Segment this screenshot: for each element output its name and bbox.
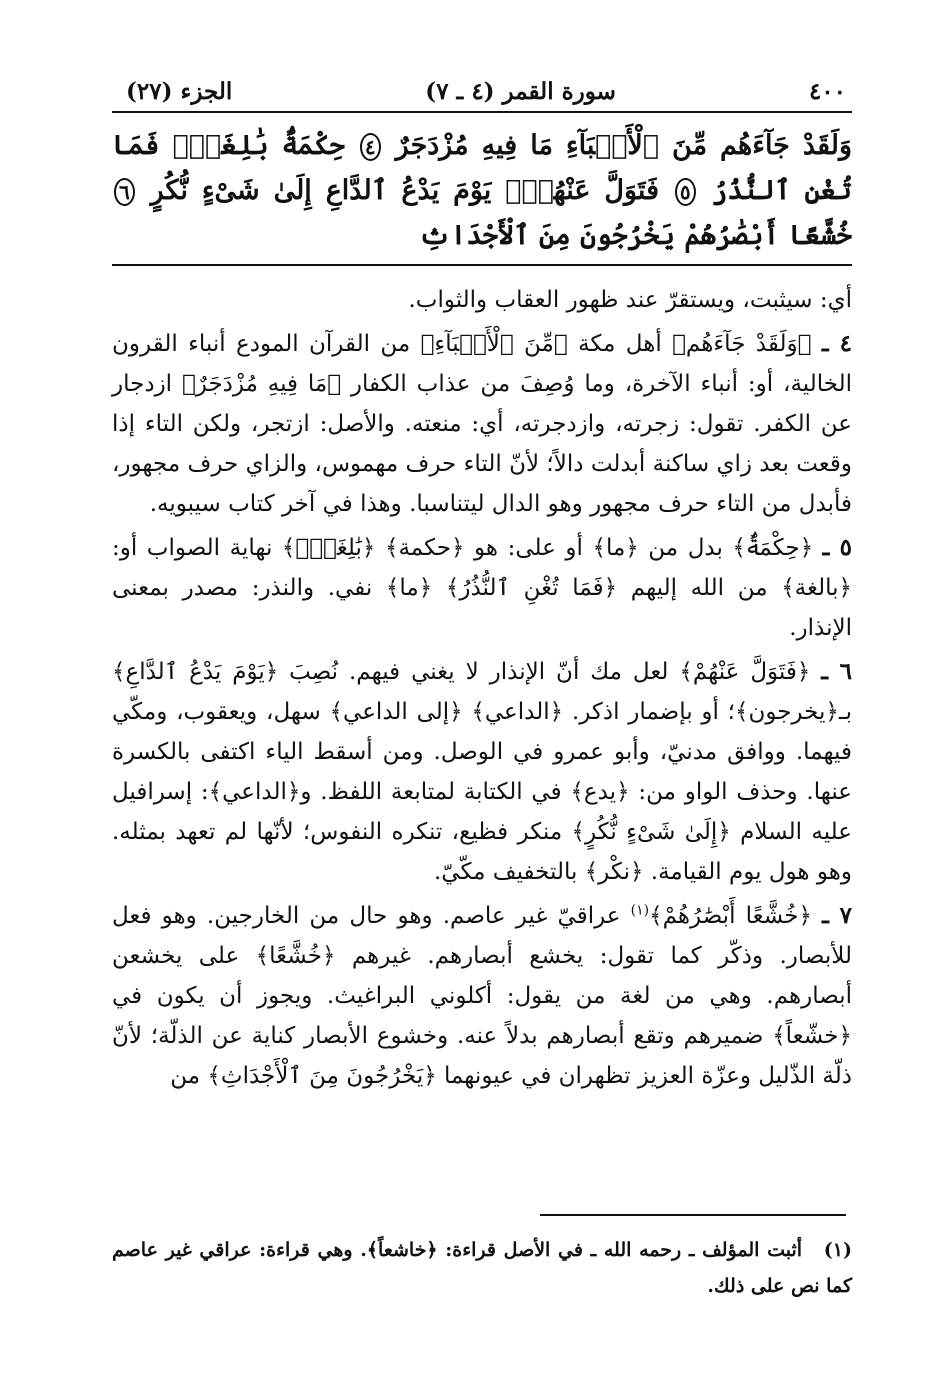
page-header <box>112 78 852 113</box>
quran-verses <box>112 113 852 266</box>
footnotes <box>112 1232 852 1304</box>
footnote-number: (١) <box>823 1239 852 1261</box>
footnote-text: أثبت المؤلف ـ رحمه الله ـ في الأصل قراءة: ﴿خاشعاً﴾. وهي قراءة: عراقي غير عاصم كما نص على ذلك. <box>112 1239 852 1297</box>
paragraph-text: عراقيّ غير عاصم. وهو حال من الخارجين. وهو فعل للأبصار. وذكّر كما تقول: يخشع أبصارهم. غيرهم ﴿خُشَّعًا﴾ على يخشعن أبصارهم. وهي من لغة من يقول: أكلوني البراغيث. ويجوز أن يكون في ﴿خشّعاً﴾ ضميرهم وتقع أبصارهم بدلاً عنه. وخشوع الأبصار كناية عن الذلّة؛ لأنّ ذلّة الذّليل وعزّة العزيز تظهران في عيونهما ﴿يَخْرُجُونَ مِنَ ٱلْأَجْدَاثِ﴾ من <box>112 903 852 1089</box>
verse-text: فَتَوَلَّ عَنْهُمْۘ يَوْمَ يَدْعُ ٱلدَّاعِ إِلَىٰ شَىْءٍ نُّكُرٍ <box>150 175 659 206</box>
verse-text: وَلَقَدْ جَآءَهُم مِّنَ ٱلْأَنۢبَآءِ مَا فِيهِ مُزْدَجَرٌ <box>395 130 852 161</box>
paragraph-text: ﴿وَلَقَدْ جَآءَهُم﴾ أهل مكة ﴿مِّنَ ٱلْأَنۢبَآءِ﴾ من القرآن المودع أنباء القرون الخالية، أو: أنباء الآخرة، وما وُصِفَ من عذاب الكفار ﴿مَا فِيهِ مُزْدَجَرٌ﴾ ازدجار عن الكفر. تقول: زجرته، وازدجرته، أي: منعته. والأصل: ازتجر، ولكن التاء إذا وقعت بعد زاي ساكنة أبدلت دالاً؛ لأنّ التاء حرف مهموس، والزاي حرف مجهور، فأبدل من التاء حرف مجهور وهو الدال ليتناسبا. وهذا في آخر كتاب سيبويه. <box>112 331 852 517</box>
footnote <box>112 1232 852 1304</box>
paragraph-lead: ﴿خُشَّعًا أَبْصَٰرُهُمْ﴾ <box>649 903 812 929</box>
juz-label: الجزء (٢٧) <box>126 78 233 105</box>
surah-title: سورة القمر (٤ ـ ٧) <box>425 78 616 105</box>
page-number: ٤٠٠ <box>808 78 846 105</box>
footnote-divider <box>540 1214 846 1216</box>
verse-number-marker: ٤ <box>360 133 381 161</box>
footnote-reference[interactable]: (١) <box>630 902 650 919</box>
paragraph-text: ﴿حِكْمَةٌۢ﴾ بدل من ﴿ما﴾ أو على: هو ﴿حكمة﴾ ﴿بَٰلِغَةٌۖ﴾ نهاية الصواب أو: ﴿بالغة﴾ من الله إليهم ﴿فَمَا تُغْنِ ٱلنُّذُرُ﴾ ﴿ما﴾ نفي. والنذر: مصدر بمعنى الإنذار. <box>112 535 852 641</box>
commentary-intro: أي: سيثبت، ويستقرّ عند ظهور العقاب والثواب. <box>408 287 852 313</box>
paragraph-number: ٥ ـ <box>822 534 853 561</box>
verse-number-marker: ٦ <box>114 178 135 206</box>
verse-text: خُشَّعًا أَبْصَٰرُهُمْ يَخْرُجُونَ مِنَ ٱلْأَجْدَاثِ <box>418 220 852 251</box>
paragraph-text: ﴿فَتَوَلَّ عَنْهُمْ﴾ لعل مك أنّ الإنذار لا يغني فيهم. نُصِبَ ﴿يَوْمَ يَدْعُ ٱلدَّاعِ﴾ بـ﴿يخرجون﴾؛ أو بإضمار اذكر. ﴿الداعي﴾ ﴿إلى الداعي﴾ سهل، ويعقوب، ومكّي فيهما. ووافق مدنيّ، وأبو عمرو في الوصل. ومن أسقط الياء اكتفى بالكسرة عنها. وحذف الواو من: ﴿يدع﴾ في الكتابة لمتابعة اللفظ. و﴿الداعي﴾: إسرافيل عليه السلام ﴿إِلَىٰ شَىْءٍ نُّكُرٍ﴾ منكر فظيع، تنكره النفوس؛ لأنّها لم تعهد بمثله. وهو هول يوم القيامة. ﴿نكْر﴾ بالتخفيف مكّيّ. <box>112 659 852 885</box>
commentary-paragraph-7 <box>112 896 852 1096</box>
commentary-paragraph-4 <box>112 324 852 524</box>
commentary-paragraph-5 <box>112 528 852 648</box>
verse-number-marker: ٥ <box>675 178 696 206</box>
paragraph-number: ٤ ـ <box>821 330 852 357</box>
paragraph-number: ٧ ـ <box>822 902 853 929</box>
paragraph-number: ٦ ـ <box>821 658 853 685</box>
commentary <box>112 266 852 1096</box>
commentary-paragraph-6 <box>112 652 852 892</box>
verse-text: حِكْمَةٌۢ بَٰلِغَةٌۖ فَمَا تُغْنِ ٱلنُّذُرُ <box>112 130 852 206</box>
